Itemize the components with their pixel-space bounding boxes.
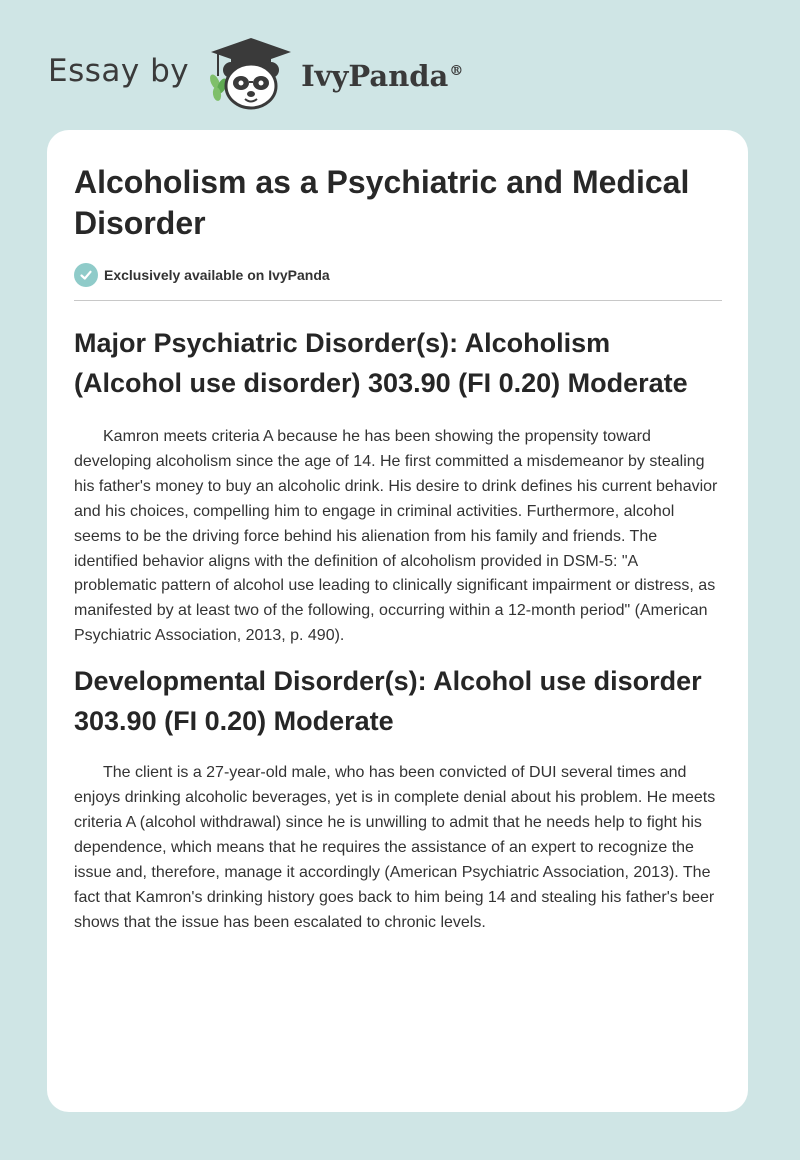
checkmark-icon [79,268,93,282]
section-paragraph-psychiatric: Kamron meets criteria A because he has been showing the propensity toward developing alcoholism since the age of 14. He first committed a misdemeanor by stealing his father's money to buy an alcoholic drink. His desire to drink defines his current behavior and his choices, compelling him to engage in criminal activities. Furthermore, alcohol seems to be the driving force behind his alienation from his family and friends. The identified behavior aligns with the definition of alcoholism provided in DSM-5: "A problematic pattern of alcohol use leading to clinically significant impairment or distress, as manifested by at least two of the following, occurring within a 12-month period" (American Psychiatric Association, 2013, p. 490). [74,428,718,645]
section-heading-psychiatric: Major Psychiatric Disorder(s): Alcoholism (Alcohol use disorder) 303.90 (FI 0.20) Moderate [74,328,688,398]
section-heading-developmental: Developmental Disorder(s): Alcohol use disorder 303.90 (FI 0.20) Moderate [74,666,702,737]
page-title: Alcoholism as a Psychiatric and Medical Disorder [74,164,690,241]
brand-header[interactable] [48,34,463,114]
essay-card [47,130,748,1112]
check-circle-icon [74,263,98,287]
brand-name-text: IvyPanda [301,59,449,93]
exclusive-badge [74,263,722,301]
brand-name [301,59,463,93]
panda-graduate-icon [205,36,297,112]
registered-mark: ® [449,63,464,80]
brand-prefix: Essay by [48,53,190,89]
badge-text: Exclusively available on IvyPanda [104,267,330,283]
section-paragraph-developmental: The client is a 27-year-old male, who has been convicted of DUI several times and enjoys drinking alcoholic beverages, yet is in complete denial about his problem. He meets criteria A (alcohol withdrawal) since he is unwilling to admit that he needs help to fight his dependence, which means that he requires the assistance of an expert to recognize the issue and, therefore, manage it accordingly (American Psychiatric Association, 2013). The fact that Kamron's drinking history goes back to him being 14 and stealing his father's beer shows that the issue has been escalated to chronic levels. [74,764,716,931]
